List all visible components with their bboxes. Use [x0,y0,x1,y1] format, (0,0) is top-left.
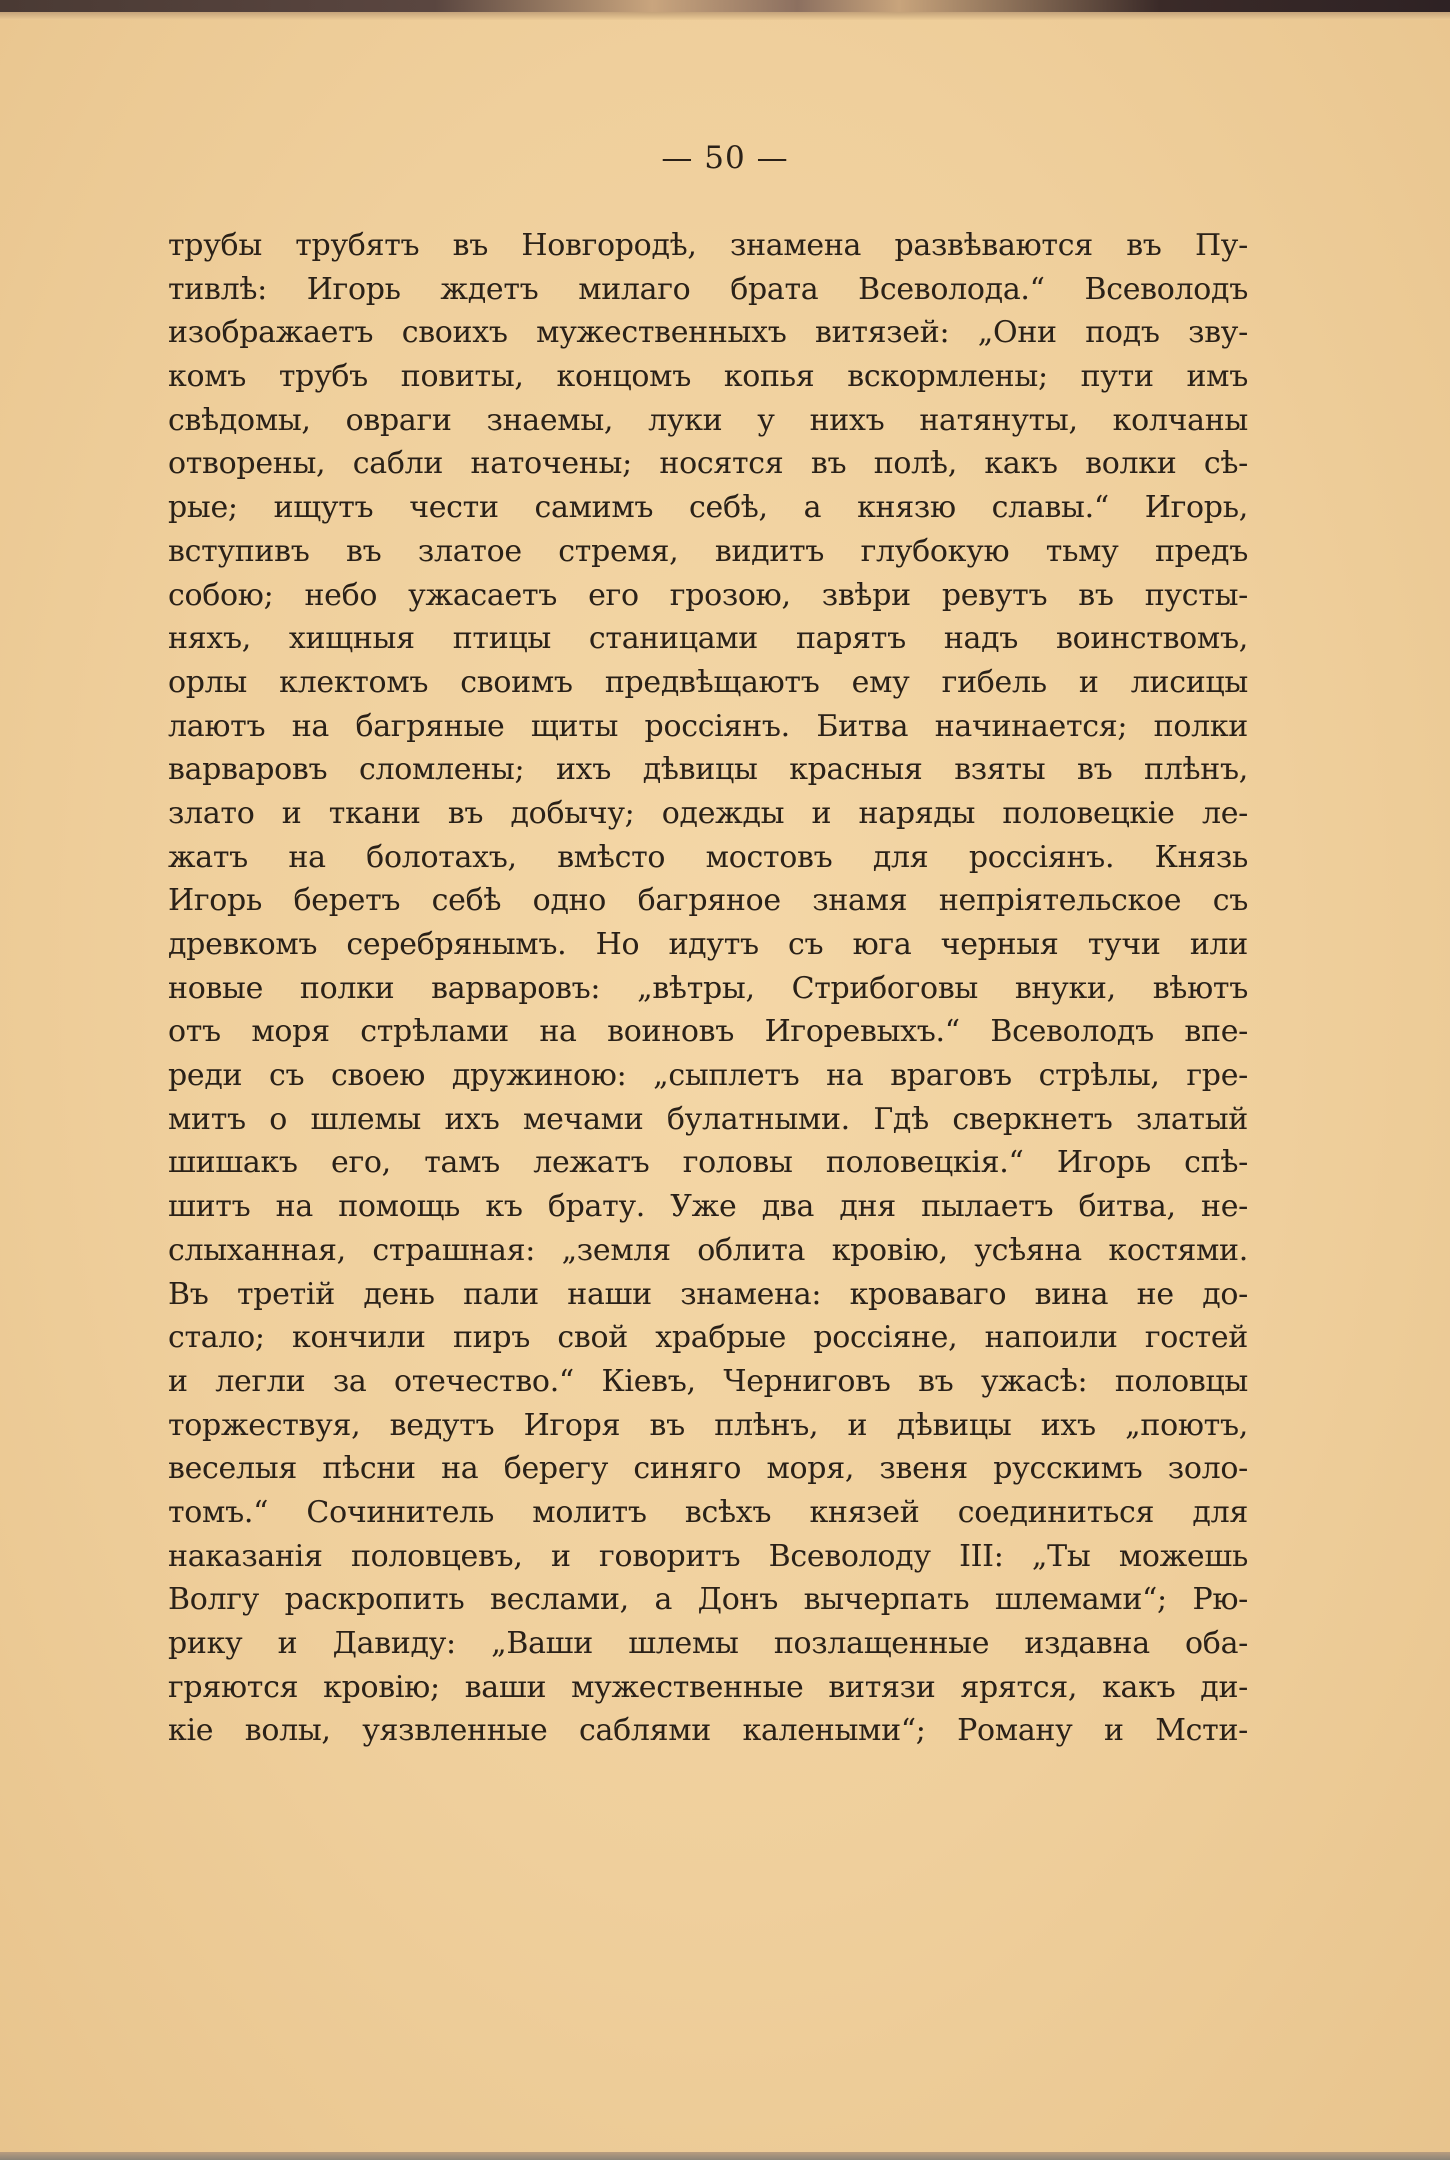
text-line: вступивъ въ златое стремя, видитъ глубокую тьму предъ [168,533,1248,569]
text-line: свѣдомы, овраги знаемы, луки у нихъ натянуты, колчаны [168,402,1248,438]
text-line: Въ третій день пали наши знамена: кроваваго вина не до- [168,1276,1248,1312]
page-number: — 50 — [661,140,789,176]
text-line: Волгу раскропить веслами, а Донъ вычерпать шлемами“; Рю- [168,1582,1248,1618]
text-line: томъ.“ Сочинитель молитъ всѣхъ князей соединиться для [168,1494,1248,1530]
text-line: рые; ищутъ чести самимъ себѣ, а князю славы.“ Игорь, [168,490,1248,526]
page-bottom-edge [0,2152,1450,2160]
body-text [168,224,1248,1753]
text-line: злато и ткани въ добычу; одежды и наряды половецкіе ле- [168,795,1248,831]
text-line: стало; кончили пиръ свой храбрые россіяне, напоили гостей [168,1320,1248,1356]
page-top-shadow [0,12,1450,20]
text-line: няхъ, хищныя птицы станицами парятъ надъ воинствомъ, [168,621,1248,657]
text-line: шишакъ его, тамъ лежатъ головы половецкія.“ Игорь спѣ- [168,1145,1248,1181]
page-top-edge [0,0,1450,12]
text-line: торжествуя, ведутъ Игоря въ плѣнъ, и дѣвицы ихъ „поютъ, [168,1407,1248,1443]
text-line: варваровъ сломлены; ихъ дѣвицы красныя взяты въ плѣнъ, [168,752,1248,788]
text-line: реди съ своею дружиною: „сыплетъ на враговъ стрѣлы, гре- [168,1058,1248,1094]
text-line: наказанія половцевъ, и говоритъ Всеволоду III: „Ты можешь [168,1538,1248,1574]
text-line: лаютъ на багряные щиты россіянъ. Битва начинается; полки [168,708,1248,744]
text-line: шитъ на помощь къ брату. Уже два дня пылаетъ битва, не- [168,1189,1248,1225]
text-line: митъ о шлемы ихъ мечами булатными. Гдѣ сверкнетъ златый [168,1101,1248,1137]
text-line: отворены, сабли наточены; носятся въ полѣ, какъ волки сѣ- [168,446,1248,482]
text-line: слыханная, страшная: „земля облита кровію, усѣяна костями. [168,1232,1248,1268]
text-line: и легли за отечество.“ Кіевъ, Черниговъ въ ужасѣ: половцы [168,1363,1248,1399]
text-line: комъ трубъ повиты, концомъ копья вскормлены; пути имъ [168,359,1248,395]
text-line: новые полки варваровъ: „вѣтры, Стрибоговы внуки, вѣютъ [168,970,1248,1006]
text-line: древкомъ серебрянымъ. Но идутъ съ юга черныя тучи или [168,927,1248,962]
text-line: отъ моря стрѣлами на воиновъ Игоревыхъ.“ Всеволодъ впе- [168,1014,1248,1050]
text-line: собою; небо ужасаетъ его грозою, звѣри ревутъ въ пусты- [168,577,1248,613]
text-line: жатъ на болотахъ, вмѣсто мостовъ для россіянъ. Князь [168,839,1248,875]
text-line: веселыя пѣсни на берегу синяго моря, звеня русскимъ золо- [168,1451,1248,1487]
text-line: изображаетъ своихъ мужественныхъ витязей: „Они подъ зву- [168,315,1248,351]
text-line: орлы клектомъ своимъ предвѣщаютъ ему гибель и лисицы [168,664,1248,700]
text-line: Игорь беретъ себѣ одно багряное знамя непріятельское съ [168,883,1248,919]
text-line: кіе волы, уязвленные саблями калеными“; Роману и Мсти- [168,1713,1248,1749]
text-line: трубы трубятъ въ Новгородѣ, знамена развѣваются въ Пу- [168,228,1248,263]
text-line: тивлѣ: Игорь ждетъ милаго брата Всеволода.“ Всеволодъ [168,271,1248,307]
text-line: рику и Давиду: „Ваши шлемы позлащенные издавна оба- [168,1626,1248,1661]
text-line: гряются кровію; ваши мужественные витязи ярятся, какъ ди- [168,1669,1248,1705]
